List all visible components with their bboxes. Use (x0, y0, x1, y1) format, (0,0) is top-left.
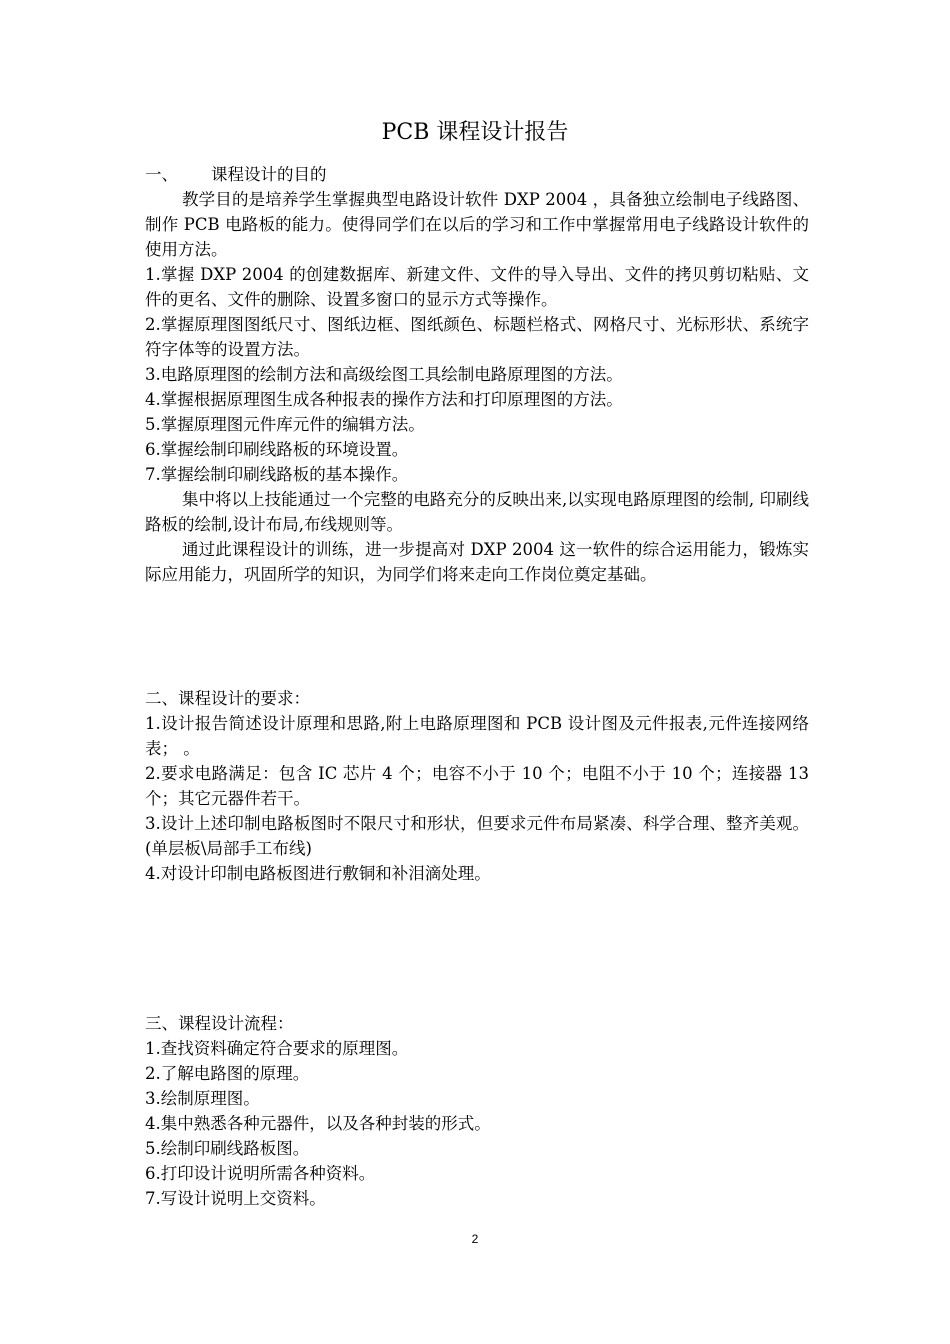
section-process (145, 1011, 809, 1211)
section-heading: 二、课程设计的要求： (145, 689, 310, 708)
section-requirements (145, 686, 809, 886)
list-item: 1.设计报告简述设计原理和思路,附上电路原理图和 PCB 设计图及元件报表,元件连接网络表； 。 (145, 714, 809, 758)
list-item: 6.掌握绘制印刷线路板的环境设置。 (145, 440, 409, 459)
document-title: PCB 课程设计报告 (381, 120, 569, 145)
list-item: 3.绘制原理图。 (145, 1089, 260, 1108)
list-item: 3.电路原理图的绘制方法和高级绘图工具绘制电路原理图的方法。 (145, 365, 623, 384)
section-heading-text: 课程设计的目的 (211, 165, 327, 184)
list-item: 4.集中熟悉各种元器件，以及各种封装的形式。 (145, 1114, 491, 1133)
paragraph: 教学目的是培养学生掌握典型电路设计软件 DXP 2004 ，具备独立绘制电子线路图、制作 PCB 电路板的能力。使得同学们在以后的学习和工作中掌握常用电子线路设计软件的使用方法。 (145, 190, 809, 259)
paragraph: 集中将以上技能通过一个完整的电路充分的反映出来,以实现电路原理图的绘制, 印刷线路板的绘制,设计布局,布线规则等。 (145, 490, 809, 534)
list-item: 1.查找资料确定符合要求的原理图。 (145, 1039, 409, 1058)
list-item: 7.写设计说明上交资料。 (145, 1189, 326, 1208)
list-item: 5.绘制印刷线路板图。 (145, 1139, 310, 1158)
page-number: 2 (471, 1232, 479, 1246)
list-item: 6.打印设计说明所需各种资料。 (145, 1164, 376, 1183)
paragraph: 通过此课程设计的训练，进一步提高对 DXP 2004 这一软件的综合运用能力，锻炼实际应用能力，巩固所学的知识，为同学们将来走向工作岗位奠定基础。 (145, 540, 809, 584)
list-item: 3.设计上述印制电路板图时不限尺寸和形状，但要求元件布局紧凑、科学合理、整齐美观。(单层板\局部手工布线) (145, 814, 809, 858)
section-objectives (145, 162, 809, 587)
section-heading: 三、课程设计流程： (145, 1014, 294, 1033)
section-number: 一、 (145, 165, 178, 184)
list-item: 1.掌握 DXP 2004 的创建数据库、新建文件、文件的导入导出、文件的拷贝剪切粘贴、文件的更名、文件的删除、设置多窗口的显示方式等操作。 (145, 265, 809, 309)
list-item: 5.掌握原理图元件库元件的编辑方法。 (145, 415, 425, 434)
list-item: 2.掌握原理图图纸尺寸、图纸边框、图纸颜色、标题栏格式、网格尺寸、光标形状、系统字符字体等的设置方法。 (145, 315, 809, 359)
list-item: 2.了解电路图的原理。 (145, 1064, 310, 1083)
section-heading (145, 162, 809, 187)
list-item: 4.对设计印制电路板图进行敷铜和补泪滴处理。 (145, 864, 491, 883)
list-item: 7.掌握绘制印刷线路板的基本操作。 (145, 465, 409, 484)
list-item: 4.掌握根据原理图生成各种报表的操作方法和打印原理图的方法。 (145, 390, 623, 409)
list-item: 2.要求电路满足：包含 IC 芯片 4 个；电容不小于 10 个；电阻不小于 10 个；连接器 13 个；其它元器件若干。 (145, 764, 809, 808)
